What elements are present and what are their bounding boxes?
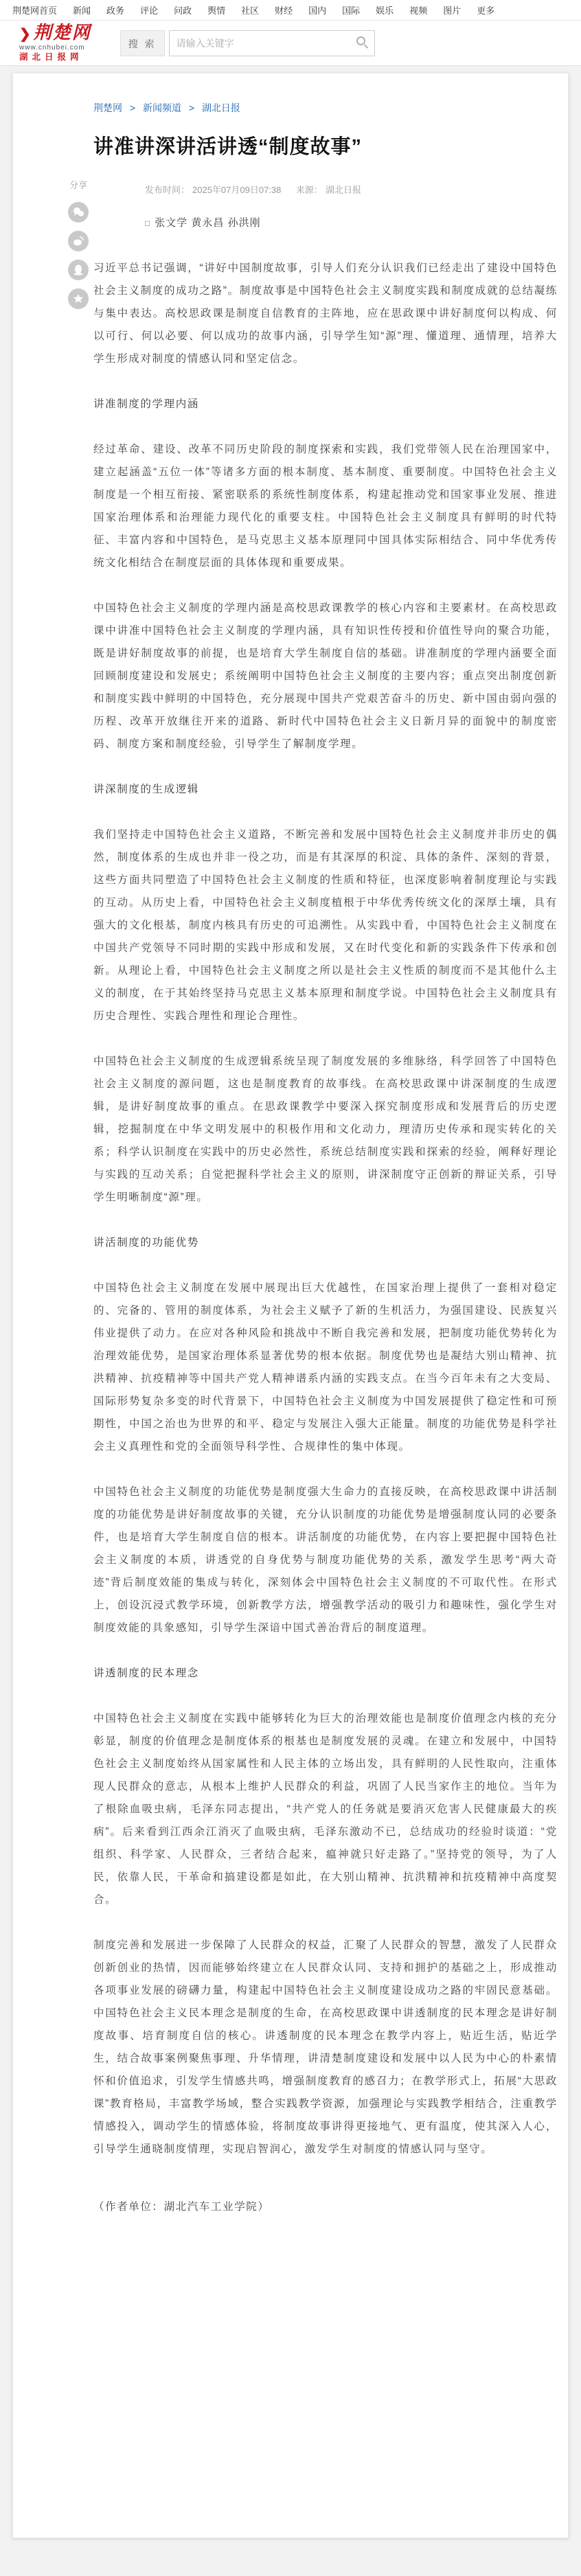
section-heading: 讲深制度的生成逻辑	[93, 784, 199, 795]
nav-item-10[interactable]: 娱乐	[376, 5, 394, 16]
source-label: 来源：	[296, 185, 323, 195]
qq-icon[interactable]	[68, 260, 89, 280]
article-paragraph: 我们坚持走中国特色社会主义道路，不断完善和发展中国特色社会主义制度并非历史的偶然，制度体系的生成也并非一役之功，而是有其深厚的积淀、具体的条件、深刻的背景，这些方面共同塑造了中国特色社会主义制度的性质和特征，也深度影响着制度理论与实践的互动。从历史上看，中国特色社会主义制度植根于中华优秀传统文化的深厚土壤，具有强大的文化根基，制度内核具有历史的可追溯性。从实践中看，中国特色社会主义制度在中国共产党领导不同时期的实践中形成和发展，又在时代变化和新的实践条件下传承和创新。从理论上看，中国特色社会主义制度之所以是社会主义性质的制度而不是其他什么主义的制度，在于其始终坚持马克思主义基本原理和制度学说。中国特色社会主义制度具有历史合理性、实践合理性和理论合理性。	[93, 829, 558, 1022]
logo-url-text: www.cnhubei.com	[19, 44, 85, 52]
article-paragraph: 中国特色社会主义制度的生成逻辑系统呈现了制度发展的多维脉络，科学回答了中国特色社会主义制度的源问题，这也是制度教育的故事线。在高校思政课中讲深制度的生成逻辑，是讲好制度故事的重点。在思政课教学中要深入探究制度形成和发展背后的历史逻辑，挖掘制度在中华文明发展中的积极作用和文化动力，理清历史传承和现实转化的关系；科学认识制度在实践中的历史必然性，系统总结制度实践和探索的经验，阐释好理论与实践的互动关系；自觉把握科学社会主义的原则，讲深制度守正创新的辩证关系，引导学生明晰制度“源”理。	[93, 1056, 558, 1203]
nav-item-4[interactable]: 问政	[174, 5, 192, 16]
site-logo[interactable]	[19, 23, 91, 62]
logo-site-name: 湖北日报网	[19, 52, 83, 62]
nav-item-3[interactable]: 评论	[140, 5, 159, 16]
share-rail	[67, 178, 90, 317]
article-paragraph: 中国特色社会主义制度的功能优势是制度强大生命力的直接反映，在高校思政课中讲活制度的功能优势是讲好制度故事的关键，充分认识制度的功能优势是增强制度认同的必要条件，也是培育大学生制度自信的根本。讲活制度的功能优势，在内容上要把握中国特色社会主义制度的本质，讲透党的自身优势与制度功能优势的关系，激发学生思考“两大奇迹”背后制度效能的集成与转化，深刻体会中国特色社会主义制度的不可取代性。在形式上，创设沉浸式教学环境，创新教学方法，增强教学活动的吸引力和趣味性，强化学生对制度效能的具象感知，引导学生深谙中国式善治背后的制度道理。	[93, 1486, 558, 1634]
section-heading: 讲活制度的功能优势	[93, 1237, 199, 1249]
site-header	[0, 21, 581, 65]
breadcrumb-separator: >	[188, 102, 195, 113]
nav-item-9[interactable]: 国际	[342, 5, 361, 16]
article-paragraph: 中国特色社会主义制度的学理内涵是高校思政课教学的核心内容和主要素材。在高校思政课中讲准中国特色社会主义制度的学理内涵，具有知识性传授和价值性导向的聚合功能，既是讲好制度故事的前提，也是培育大学生制度自信的基础。讲准制度的学理内涵要全面回顾制度建设和发展史；系统阐明中国特色社会主义制度的主要内容；重点突出制度创新和制度实践中鲜明的中国特色，充分展现中国共产党艰苦奋斗的历史、新中国由弱向强的历程、改革开放继往开来的道路、新时代中国特色社会主义日新月异的面貌中的制度密码、制度方案和制度经验，引导学生了解制度学理。	[93, 602, 558, 750]
breadcrumb-home[interactable]: 荆楚网	[93, 102, 122, 113]
flame-icon: ❯	[19, 26, 32, 42]
weibo-icon[interactable]	[68, 231, 89, 251]
wechat-icon[interactable]	[68, 202, 89, 223]
logo-wordmark: ❯荆楚网	[19, 22, 91, 43]
breadcrumb	[93, 101, 556, 115]
author-names: 张文学 黄永昌 孙洪刚	[155, 217, 261, 229]
article-paragraph: 经过革命、建设、改革不同历史阶段的制度探索和实践，我们党带领人民在治理国家中，建立起涵盖“五位一体”等诸多方面的根本制度、基本制度、重要制度。中国特色社会主义制度是一个相互衔接、紧密联系的系统性制度体系，构建起推动党和国家事业发展、推进国家治理体系和治理能力现代化的重要支柱。中国特色社会主义制度具有鲜明的时代特征、丰富内容和中国特色，是马克思主义基本原理同中国具体实际相结合、同中华优秀传统文化相结合在制度层面的具体体现和重要成果。	[93, 444, 558, 569]
article-card	[12, 73, 569, 2538]
breadcrumb-channel[interactable]: 新闻频道	[142, 102, 181, 113]
nav-item-7[interactable]: 财经	[275, 5, 293, 16]
square-bullet-icon: □	[145, 218, 151, 228]
nav-item-5[interactable]: 舆情	[207, 5, 226, 16]
article-paragraph: 中国特色社会主义制度在实践中能够转化为巨大的治理效能也是制度价值理念内核的充分彰显，制度的价值理念是制度体系的根基也是制度发展的灵魂。在建立和发展中，中国特色社会主义制度始终从国家属性和人民主体的立场出发，具有鲜明的人民性取向，注重体现人民群众的意志，从根本上维护人民群众的利益，巩固了人民当家作主的地位。当年为了根除血吸虫病，毛泽东同志提出，“共产党人的任务就是要消灭危害人民健康最大的疾病”。后来看到江西余江消灭了血吸虫病，毛泽东激动不已，总结成功的经验时谈道：“党组织、科学家、人民群众，三者结合起来，瘟神就只好走路了。”坚持党的领导，为了人民，依靠人民，干革命和搞建设都是如此，在大别山精神、抗洪精神和抗疫精神中高度契合。	[93, 1713, 558, 1906]
nav-item-1[interactable]: 新闻	[73, 5, 91, 16]
nav-item-12[interactable]: 图片	[443, 5, 462, 16]
article-paragraph: 制度完善和发展进一步保障了人民群众的权益，汇聚了人民群众的智慧，激发了人民群众创新创业的热情，因而能够始终建立在人民群众认同、支持和拥护的基础之上，形成推动各项事业发展的磅礴力量，构建起中国特色社会主义制度建设成功之路的牢固民意基础。中国特色社会主义民本理念是制度的生命，在高校思政课中讲透制度的民本理念是讲好制度故事、培育制度自信的核心。讲透制度的民本理念在教学内容上，贴近生活，贴近学生，结合故事案例聚焦事理、升华情理，讲清楚制度建设和发展中以人民为中心的朴素情怀和价值追求，引发学生情感共鸣，增强制度教育的感召力；在教学形式上，拓展“大思政课”教育格局，丰富教学场域，整合实践教学资源，加强理论与实践教学相结合，注重教学情感投入，调动学生的情感体验，将制度故事讲得更接地气、更有温度，使其深入人心，引导学生通晓制度情理，实现启智润心，激发学生对制度的情感认同与坚守。	[93, 1939, 558, 2155]
top-navbar	[0, 0, 581, 21]
article-paragraph: 习近平总书记强调，“讲好中国制度故事，引导人们充分认识我们已经走出了建设中国特色社会主义制度的成功之路”。制度故事是中国特色社会主义制度实践和制度成就的总结凝练与集中表达。高校思政课是制度自信教育的主阵地，应在思政课中讲好制度何以构成、何以可行、何以必要、何以成功的故事内涵，引导学生知“源”理、懂道理、通情理，培养大学生形成对制度的情感认同和坚定信念。	[93, 262, 558, 365]
article-meta	[93, 183, 556, 196]
breadcrumb-separator: >	[129, 102, 136, 113]
article-body	[93, 257, 558, 2161]
nav-item-0[interactable]: 荆楚网首页	[12, 5, 58, 16]
nav-item-2[interactable]: 政务	[106, 5, 125, 16]
source-value[interactable]: 湖北日报	[326, 185, 362, 195]
search-label: 搜 索	[120, 30, 165, 56]
author-affiliation: （作者单位：湖北汽车工业学院）	[93, 2201, 270, 2213]
author-line	[93, 215, 556, 229]
nav-item-13[interactable]: 更多	[477, 5, 495, 16]
search-bar	[120, 30, 375, 56]
nav-item-6[interactable]: 社区	[241, 5, 260, 16]
search-input[interactable]	[169, 30, 375, 56]
search-icon[interactable]	[356, 36, 369, 49]
share-label: 分享	[69, 180, 87, 190]
search-box	[169, 30, 375, 56]
nav-item-8[interactable]: 国内	[308, 5, 327, 16]
section-heading: 讲透制度的民本理念	[93, 1667, 199, 1679]
page-title: 讲准讲深讲活讲透“制度故事”	[93, 136, 363, 158]
breadcrumb-current[interactable]: 湖北日报	[201, 102, 240, 113]
nav-item-11[interactable]: 视频	[409, 5, 428, 16]
article-paragraph: 中国特色社会主义制度在发展中展现出巨大优越性，在国家治理上提供了一套相对稳定的、完备的、管用的制度体系，为社会主义赋予了新的生机活力，为强国建设、民族复兴伟业提供了动力。在应对各种风险和挑战中不断自我完善和发展，把制度功能优势转化为治理效能优势，是国家治理体系显著优势的根本依据。制度优势也是凝结大别山精神、抗洪精神、抗疫精神等中国共产党人精神谱系内涵的实践支点。在当今百年未有之大变局、国际形势复杂多变的时代背景下，中国特色社会主义制度为中国发展提供了稳定性和可预期性，中国之治也为世界的和平、稳定与发展注入强大正能量。制度的功能优势是科学社会主义真理性和党的全面领导科学性、合规律性的集中体现。	[93, 1282, 558, 1452]
publish-time-label: 发布时间：	[145, 185, 190, 195]
qzone-icon[interactable]	[68, 288, 89, 309]
publish-time: 2025年07月09日07:38	[192, 185, 282, 195]
section-heading: 讲准制度的学理内涵	[93, 398, 199, 410]
page-background	[0, 66, 581, 2538]
